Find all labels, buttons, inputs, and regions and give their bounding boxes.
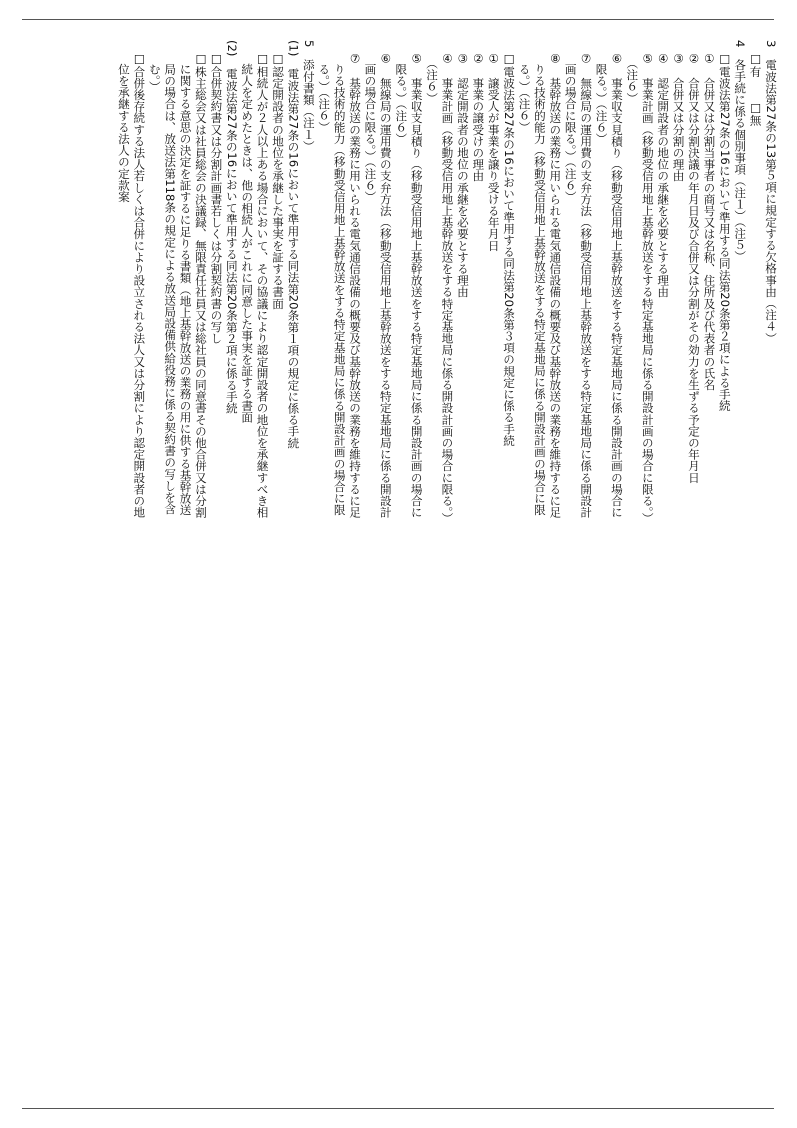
text-line: ⑤ 事業計画（移動受信用地上基幹放送をする特定基地局に係る開設計画の場合に限る。） [640, 40, 655, 524]
top-rule [22, 19, 774, 20]
text-line: ② 事業の譲受けの理由 [471, 40, 486, 182]
text-line: ③ 合併又は分割の理由 [671, 40, 686, 182]
text-line: む。） [147, 40, 162, 93]
text-line: □認定開設者の地位を承継した事実を証する書面 [271, 40, 285, 310]
text-line: □電波法第27条の16において準用する同法第20条第３項の規定に係る手続 [502, 40, 517, 447]
text-line: りる技術的能力（移動受信用地上基幹放送をする特定基地局に係る開設計画の場合に限 [332, 40, 347, 516]
text-line: る。）（注６） [317, 40, 332, 133]
text-line: ③ 認定開設者の地位の承継を必要とする理由 [455, 40, 470, 298]
text-line: 画の場合に限る。）（注６） [563, 40, 578, 203]
bottom-rule [22, 1108, 774, 1109]
text-line: 画の場合に限る。）（注６） [363, 40, 378, 203]
text-line: ① 譲受人が事業を譲り受ける年月日 [486, 40, 501, 252]
text-line: ① 合併又は分割当事者の商号又は名称、住所及び代表者の氏名 [702, 40, 717, 391]
text-line: □相続人が２人以上ある場合において、その協議により認定開設者の地位を承継すべき相 [255, 40, 270, 518]
text-line: 限る。）（注６） [594, 40, 609, 145]
text-line: 限る。）（注６） [394, 40, 409, 145]
text-line: 3 電波法第27条の13第５項に規定する欠格事由（注４） [764, 40, 778, 344]
text-line: ⑦ 無線局の運用費の支弁方法（移動受信用地上基幹放送をする特定基地局に係る開設計 [579, 40, 594, 518]
text-line: ⑦ 基幹放送の業務に用いられる電気通信設備の概要及び基幹放送の業務を維持するに足 [348, 40, 363, 518]
text-line: （注６） [425, 40, 440, 104]
text-line: ④ 事業計画（移動受信用地上基幹放送をする特定基地局に係る開設計画の場合に限る。） [440, 40, 455, 524]
text-line: りる技術的能力（移動受信用地上基幹放送をする特定基地局に係る開設計画の場合に限 [532, 40, 547, 516]
text-line: (2) 電波法第27条の16において準用する同法第20条第２項に係る手続 [224, 40, 239, 414]
text-line: ⑤ 事業収支見積り（移動受信用地上基幹放送をする特定基地局に係る開設計画の場合に [409, 40, 424, 518]
text-line: に関する意思の決定を証するに足りる書類（地上基幹放送の業務の用に供する基幹放送 [178, 40, 193, 516]
text-line: る。）（注６） [517, 40, 532, 133]
text-line: 5 添付書類（注１） [301, 40, 316, 152]
text-line: □合併契約書又は分割計画書若しくは分割契約書の写し [209, 40, 224, 344]
text-line: 位を承継する法人の定款案 [116, 40, 131, 203]
text-line: （注６） [625, 40, 640, 104]
text-line: ④ 認定開設者の地位の承継を必要とする理由 [656, 40, 671, 298]
text-line: □合併後存続する法人若しくは合併により設立される法人又は分割により認定開設者の地 [132, 40, 147, 518]
text-line: □電波法第27条の16において準用する同法第20条第２項による手続 [717, 40, 732, 412]
text-line: (1) 電波法第27条の16において準用する同法第20条第１項の規定に係る手続 [286, 40, 301, 449]
text-line: □有 □無 [748, 40, 763, 126]
text-line: ② 合併又は分割決議の年月日及び合併又は分割がその効力を生ずる予定の年月日 [686, 40, 701, 484]
text-line: 局の場合は、放送法第118条の規定による放送局設備供給役務に係る契約書の写しを含 [163, 40, 178, 515]
text-line: 4 各手続に係る個別事項（注１）（注５） [733, 40, 748, 262]
vertical-text-body [18, 40, 778, 660]
text-line: ⑧ 基幹放送の業務に用いられる電気通信設備の概要及び基幹放送の業務を維持するに足 [548, 40, 563, 518]
text-line: ⑥ 事業収支見積り（移動受信用地上基幹放送をする特定基地局に係る開設計画の場合に [609, 40, 624, 518]
text-line: ⑥ 無線局の運用費の支弁方法（移動受信用地上基幹放送をする特定基地局に係る開設計 [378, 40, 393, 518]
text-line: □株主総会又は社員総会の決議録、無限責任社員又は総社員の同意書その他合併又は分割 [193, 40, 208, 518]
text-line: 続人を定めたときは、他の相続人がこれに同意した事実を証する書面 [240, 40, 255, 423]
